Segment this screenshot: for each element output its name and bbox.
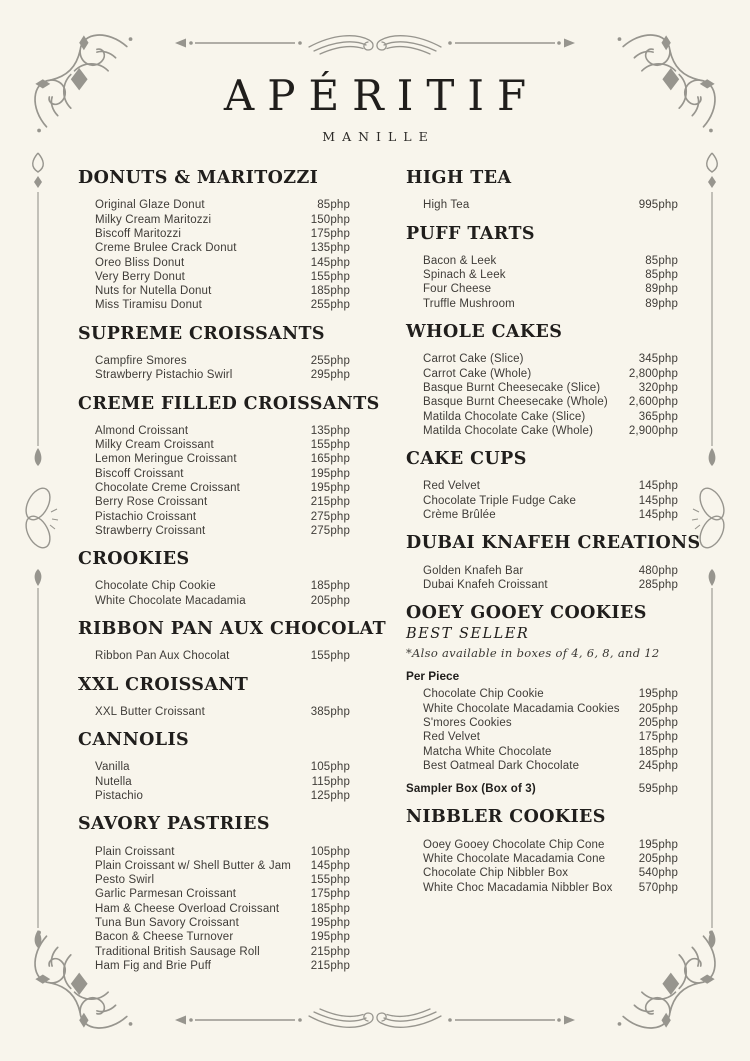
menu-item — [95, 424, 350, 438]
item-name: Ribbon Pan Aux Chocolat — [95, 650, 230, 663]
section-title: CREME FILLED CROISSANTS — [78, 393, 380, 414]
menu-item — [423, 494, 678, 508]
menu-body — [0, 144, 750, 985]
menu-item — [423, 352, 678, 366]
menu-item — [423, 381, 678, 395]
item-price: 145php — [310, 859, 350, 872]
menu-item — [423, 297, 678, 311]
item-price: 2,900php — [628, 424, 678, 437]
item-price: 89php — [645, 283, 678, 296]
menu-item — [423, 866, 678, 880]
section-subtitle: BEST SELLER — [406, 626, 530, 643]
item-name: Biscoff Maritozzi — [95, 227, 182, 240]
item-price: 135php — [310, 242, 350, 255]
item-price: 365php — [638, 410, 678, 423]
item-price: 165php — [310, 453, 350, 466]
item-name: Carrot Cake (Whole) — [423, 367, 532, 380]
item-name: S'mores Cookies — [423, 716, 512, 729]
item-name: Milky Cream Maritozzi — [95, 213, 212, 226]
item-name: Chocolate Chip Nibbler Box — [423, 867, 569, 880]
item-name: Strawberry Croissant — [95, 524, 206, 537]
item-price: 85php — [317, 199, 350, 212]
item-price: 540php — [638, 867, 678, 880]
item-list — [78, 705, 350, 719]
item-name: Golden Knafeh Bar — [423, 564, 524, 577]
item-price: 995php — [638, 199, 678, 212]
menu-section — [78, 393, 380, 539]
item-name: Lemon Meringue Croissant — [95, 453, 237, 466]
menu-item — [423, 852, 678, 866]
section-note: *Also available in boxes of 4, 6, 8, and 12 — [406, 646, 660, 661]
menu-item — [95, 873, 350, 887]
item-name: Pistachio Croissant — [95, 510, 197, 523]
item-name: Sampler Box (Box of 3) — [406, 783, 536, 796]
menu-item — [95, 481, 350, 495]
menu-item — [95, 438, 350, 452]
menu-section — [78, 676, 350, 720]
item-name: Matilda Chocolate Cake (Whole) — [423, 424, 594, 437]
item-list — [406, 254, 678, 311]
item-price: 215php — [310, 496, 350, 509]
item-name: Bacon & Leek — [423, 254, 497, 267]
section-title: RIBBON PAN AUX CHOCOLAT — [78, 619, 387, 640]
item-price: 135php — [310, 424, 350, 437]
menu-item — [423, 479, 678, 493]
menu-item — [95, 510, 350, 524]
item-price: 320php — [638, 381, 678, 394]
section-title: DONUTS & MARITOZZI — [78, 168, 319, 189]
item-price: 105php — [310, 845, 350, 858]
item-name: White Chocolate Macadamia Cone — [423, 852, 606, 865]
item-price: 285php — [638, 578, 678, 591]
item-name: Chocolate Chip Cookie — [423, 688, 544, 701]
menu-item — [95, 198, 350, 212]
item-price: 89php — [645, 297, 678, 310]
item-price: 155php — [310, 650, 350, 663]
item-list — [78, 649, 350, 663]
section-title: DUBAI KNAFEH CREATIONS — [406, 533, 701, 554]
item-price: 2,600php — [628, 396, 678, 409]
menu-item — [423, 395, 678, 409]
item-price: 155php — [310, 439, 350, 452]
item-price: 195php — [310, 482, 350, 494]
menu-item — [95, 298, 350, 312]
item-list — [78, 424, 350, 538]
item-list — [78, 760, 350, 803]
item-name: Four Cheese — [423, 283, 492, 296]
menu-item — [95, 775, 350, 789]
menu-item — [95, 368, 350, 382]
item-name: Red Velvet — [423, 731, 481, 744]
item-price: 125php — [310, 789, 350, 802]
menu-item — [423, 838, 678, 852]
menu-item — [423, 508, 678, 522]
item-price: 245php — [638, 759, 678, 772]
menu-item — [95, 649, 350, 663]
menu-section — [406, 604, 678, 796]
menu-item — [95, 760, 350, 774]
menu-item — [423, 730, 678, 744]
menu-section — [78, 550, 350, 608]
item-name: Basque Burnt Cheesecake (Slice) — [423, 381, 601, 394]
section-title: XXL CROISSANT — [78, 674, 249, 695]
item-list — [78, 354, 350, 383]
item-price: 185php — [310, 902, 350, 915]
item-name: Berry Rose Croissant — [95, 496, 208, 509]
side-ornament-right — [690, 150, 734, 950]
menu-section — [406, 533, 701, 592]
menu-item — [423, 759, 678, 773]
group-label: Per Piece — [406, 669, 460, 684]
menu-item — [95, 284, 350, 298]
item-price: 145php — [638, 508, 678, 521]
menu-column-right — [406, 168, 701, 907]
item-name: Nutella — [95, 775, 132, 788]
item-price: 175php — [638, 731, 678, 744]
section-title: WHOLE CAKES — [406, 322, 563, 343]
item-price: 570php — [638, 881, 678, 894]
menu-item — [95, 902, 350, 916]
menu-item — [95, 227, 350, 241]
item-price: 205php — [638, 716, 678, 729]
item-name: Very Berry Donut — [95, 270, 185, 283]
item-price: 105php — [310, 761, 350, 774]
menu-item — [95, 452, 350, 466]
item-name: Red Velvet — [423, 480, 481, 493]
item-name: Strawberry Pistachio Swirl — [95, 369, 233, 382]
menu-item — [95, 213, 350, 227]
section-title: HIGH TEA — [406, 168, 512, 189]
item-price: 195php — [310, 467, 350, 480]
item-name: Vanilla — [95, 761, 130, 774]
item-name: Pistachio — [95, 789, 144, 802]
item-price: 195php — [310, 931, 350, 944]
menu-item — [423, 578, 678, 592]
divider-ornament-bottom — [173, 1007, 577, 1033]
menu-section — [406, 225, 678, 311]
menu-item — [406, 782, 678, 796]
item-name: Matilda Chocolate Cake (Slice) — [423, 410, 586, 423]
item-list — [406, 352, 678, 438]
item-name: Ham & Cheese Overload Croissant — [95, 902, 280, 915]
item-list — [78, 579, 350, 608]
item-price: 150php — [310, 213, 350, 226]
item-name: Biscoff Croissant — [95, 467, 184, 480]
menu-section — [78, 731, 350, 803]
item-price: 595php — [638, 783, 678, 796]
item-name: Chocolate Chip Cookie — [95, 580, 216, 593]
menu-item — [423, 282, 678, 296]
item-price: 215php — [310, 959, 350, 972]
menu-item — [95, 705, 350, 719]
menu-section — [406, 169, 678, 213]
brand-title: APÉRITIF — [223, 71, 540, 120]
item-price: 255php — [310, 354, 350, 367]
item-price: 145php — [638, 494, 678, 507]
item-name: Carrot Cake (Slice) — [423, 353, 524, 366]
item-price: 85php — [645, 254, 678, 267]
menu-item — [423, 254, 678, 268]
item-name: High Tea — [423, 199, 470, 212]
menu-item — [95, 594, 350, 608]
item-price: 195php — [638, 688, 678, 701]
menu-item — [95, 270, 350, 284]
menu-item — [423, 367, 678, 381]
item-name: Oreo Bliss Donut — [95, 256, 185, 269]
menu-item — [423, 716, 678, 730]
item-name: XXL Butter Croissant — [95, 705, 205, 718]
section-title: CAKE CUPS — [406, 449, 527, 470]
menu-item — [95, 859, 350, 873]
item-price: 275php — [310, 524, 350, 537]
item-name: Crème Brûlée — [423, 508, 496, 521]
item-name: White Choc Macadamia Nibbler Box — [423, 881, 613, 894]
item-price: 175php — [310, 888, 350, 901]
section-title: OOEY GOOEY COOKIES — [406, 603, 647, 624]
item-name: Spinach & Leek — [423, 269, 506, 282]
item-name: Tuna Bun Savory Croissant — [95, 917, 239, 929]
item-name: Chocolate Triple Fudge Cake — [423, 494, 576, 507]
menu-item — [95, 887, 350, 901]
menu-section — [406, 323, 678, 438]
menu-section — [406, 450, 678, 522]
brand-header — [0, 0, 750, 144]
item-price: 145php — [310, 256, 350, 269]
item-name: Dubai Knafeh Croissant — [423, 578, 548, 591]
item-name: White Chocolate Macadamia — [95, 594, 246, 607]
item-name: Traditional British Sausage Roll — [95, 945, 260, 958]
item-price: 195php — [638, 838, 678, 851]
item-price: 145php — [638, 480, 678, 493]
menu-item — [423, 687, 678, 701]
menu-item — [95, 845, 350, 859]
item-list — [406, 687, 678, 796]
menu-item — [95, 579, 350, 593]
item-name: Truffle Mushroom — [423, 297, 515, 310]
item-price: 195php — [310, 917, 350, 929]
item-name: Miss Tiramisu Donut — [95, 299, 203, 312]
item-price: 185php — [638, 745, 678, 758]
item-price: 2,800php — [628, 367, 678, 380]
item-price: 480php — [638, 564, 678, 577]
section-title: NIBBLER COOKIES — [406, 807, 606, 828]
menu-column-left — [78, 168, 387, 985]
menu-item — [423, 424, 678, 438]
item-price: 205php — [638, 852, 678, 865]
menu-item — [423, 702, 678, 716]
item-name: Basque Burnt Cheesecake (Whole) — [423, 396, 608, 409]
section-title: SAVORY PASTRIES — [78, 814, 270, 835]
section-title: CROOKIES — [78, 549, 190, 570]
item-name: Nuts for Nutella Donut — [95, 285, 212, 298]
item-list — [406, 838, 678, 895]
item-price: 115php — [311, 775, 350, 788]
item-price: 345php — [638, 353, 678, 366]
menu-item — [95, 495, 350, 509]
item-price: 215php — [310, 945, 350, 958]
menu-item — [423, 198, 678, 212]
section-title: PUFF TARTS — [406, 223, 535, 244]
item-price: 205php — [310, 594, 350, 607]
menu-item — [95, 789, 350, 803]
menu-item — [423, 268, 678, 282]
item-name: Pesto Swirl — [95, 874, 155, 887]
item-name: Garlic Parmesan Croissant — [95, 888, 237, 901]
item-price: 385php — [310, 705, 350, 718]
menu-item — [423, 410, 678, 424]
item-name: Matcha White Chocolate — [423, 745, 552, 758]
item-name: Ham Fig and Brie Puff — [95, 959, 212, 972]
brand-subtitle: MANILLE — [322, 129, 435, 145]
item-name: Creme Brulee Crack Donut — [95, 242, 237, 255]
item-name: Ooey Gooey Chocolate Chip Cone — [423, 838, 605, 851]
menu-section — [78, 325, 350, 383]
menu-item — [95, 256, 350, 270]
menu-item — [95, 524, 350, 538]
item-price: 255php — [310, 299, 350, 312]
item-name: Plain Croissant — [95, 845, 175, 858]
menu-section — [78, 169, 350, 313]
item-price: 85php — [645, 269, 678, 282]
item-name: Plain Croissant w/ Shell Butter & Jam — [95, 859, 292, 872]
item-price: 275php — [310, 510, 350, 523]
menu-section — [406, 808, 678, 894]
menu-item — [423, 745, 678, 759]
item-price: 185php — [310, 285, 350, 298]
item-price: 175php — [310, 227, 350, 240]
item-price: 185php — [310, 580, 350, 593]
item-price: 155php — [310, 874, 350, 887]
side-ornament-left — [16, 150, 60, 950]
menu-item — [95, 467, 350, 481]
section-title: SUPREME CROISSANTS — [78, 323, 325, 344]
item-name: Chocolate Creme Croissant — [95, 482, 241, 494]
item-name: Best Oatmeal Dark Chocolate — [423, 759, 580, 772]
menu-item — [423, 564, 678, 578]
menu-item — [423, 881, 678, 895]
item-list — [406, 479, 678, 522]
menu-section — [78, 619, 387, 664]
item-list — [406, 564, 678, 593]
item-list — [406, 198, 678, 212]
item-name: Bacon & Cheese Turnover — [95, 931, 234, 944]
item-name: Original Glaze Donut — [95, 199, 205, 212]
item-price: 205php — [638, 702, 678, 715]
section-title: CANNOLIS — [78, 730, 190, 751]
item-name: Campfire Smores — [95, 354, 187, 367]
menu-item — [95, 354, 350, 368]
item-price: 295php — [310, 369, 350, 382]
menu-item — [95, 241, 350, 255]
item-name: White Chocolate Macadamia Cookies — [423, 702, 620, 715]
item-name: Almond Croissant — [95, 424, 189, 437]
item-price: 155php — [310, 270, 350, 283]
item-list — [78, 198, 350, 312]
item-name: Milky Cream Croissant — [95, 439, 214, 452]
